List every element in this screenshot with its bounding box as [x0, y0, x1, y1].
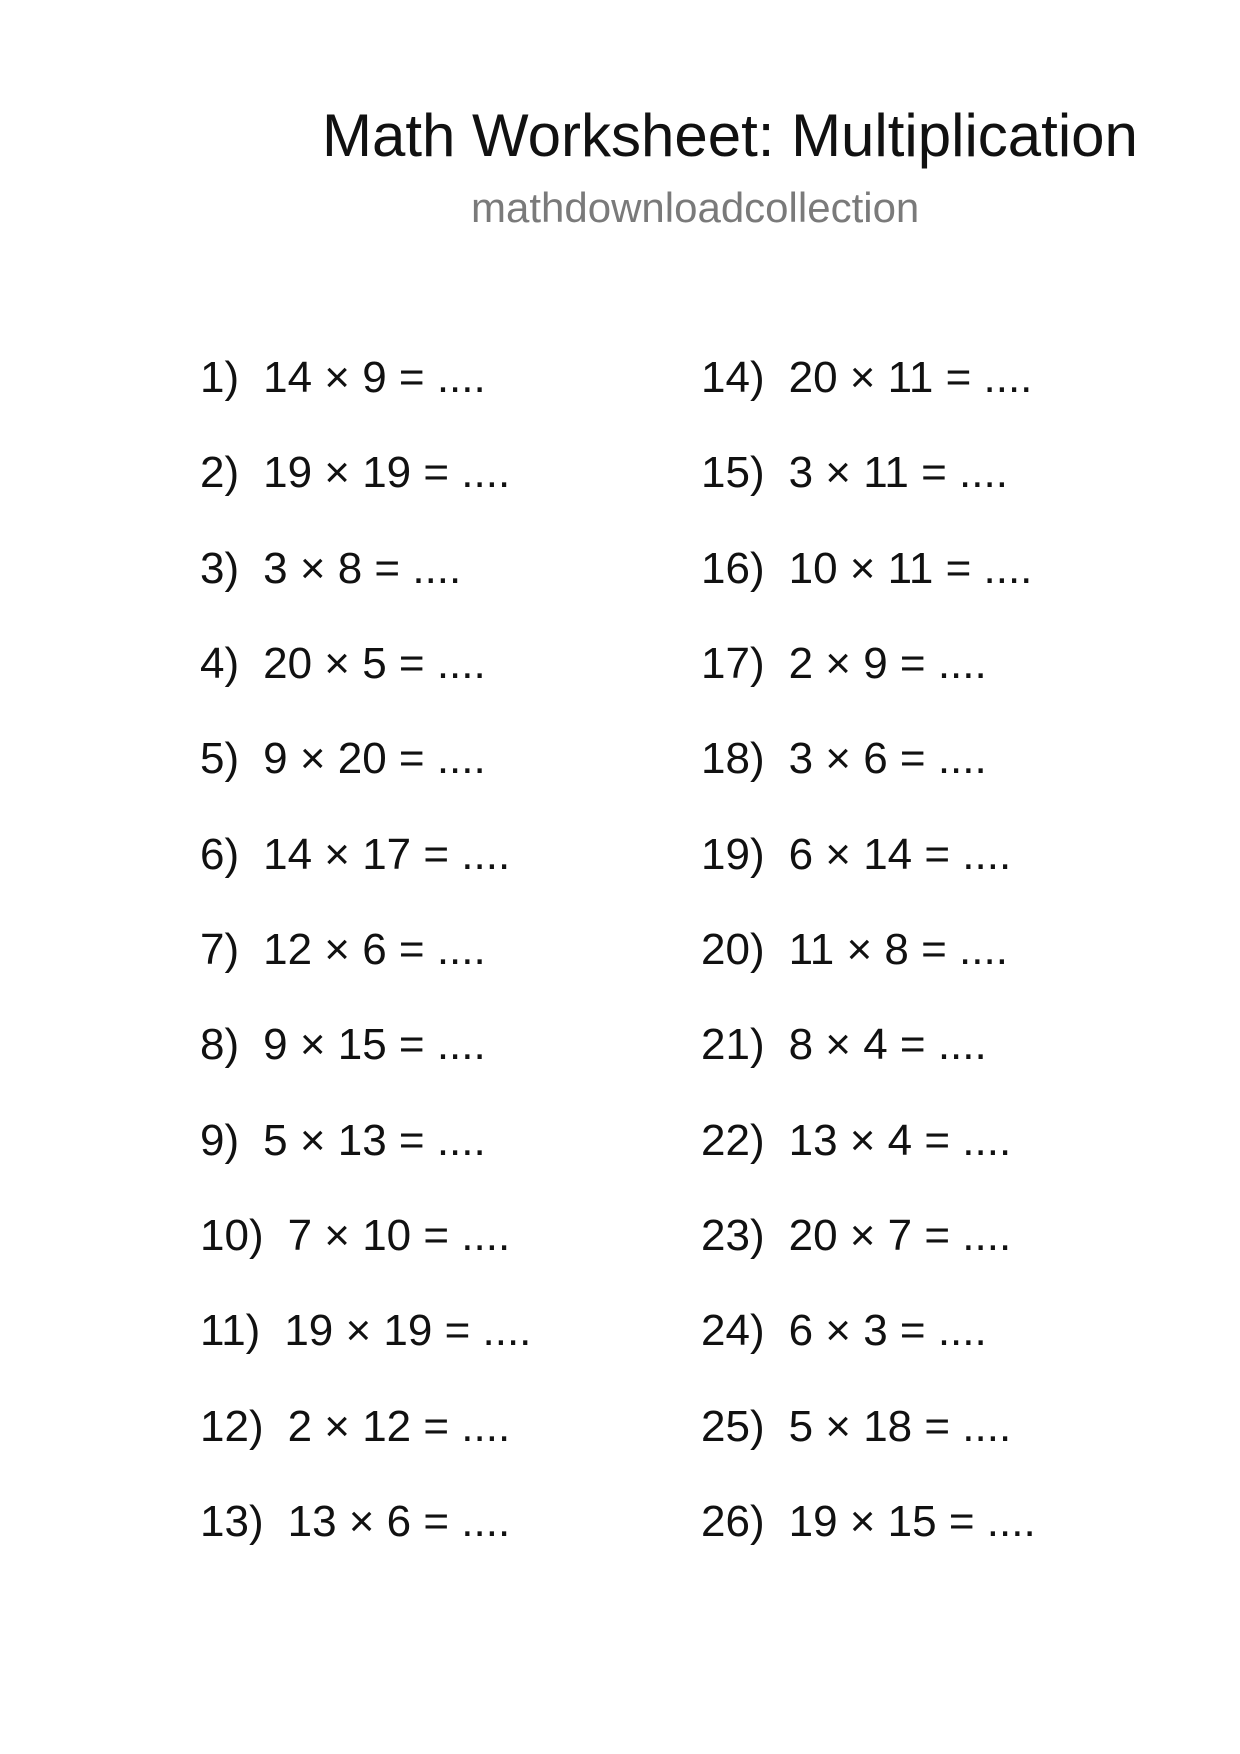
problem-item — [701, 447, 1036, 542]
problem-number: 1) — [200, 353, 240, 402]
problem-number: 24) — [701, 1306, 765, 1356]
problem-item — [701, 829, 1036, 924]
page-subtitle: mathdownloadcollection — [471, 184, 920, 231]
problem-number: 17) — [701, 638, 765, 688]
problem-expression: 8 × 4 = .... — [788, 1020, 987, 1070]
problem-item — [701, 1305, 1036, 1400]
problem-number: 12) — [200, 1401, 264, 1451]
problem-number: 11) — [200, 1306, 261, 1356]
problem-expression: 3 × 6 = .... — [788, 734, 987, 784]
problem-item — [200, 352, 531, 447]
problem-number: 2) — [200, 448, 240, 498]
problem-item — [701, 1115, 1036, 1210]
problem-number: 20) — [701, 924, 765, 974]
problem-expression: 10 × 11 = .... — [788, 543, 1033, 593]
problem-item — [200, 543, 531, 638]
problem-expression: 14 × 17 = .... — [263, 829, 511, 879]
problem-expression: 5 × 13 = .... — [263, 1115, 486, 1165]
problem-number: 5) — [200, 734, 240, 784]
problem-item — [200, 447, 531, 542]
problem-number: 10) — [200, 1210, 264, 1260]
problem-item — [701, 638, 1036, 733]
problem-number: 13) — [200, 1496, 264, 1546]
problem-item — [200, 1019, 531, 1114]
problem-item — [200, 1210, 531, 1305]
problem-number: 26) — [701, 1496, 765, 1546]
problem-expression: 13 × 4 = .... — [788, 1115, 1012, 1165]
problem-item — [701, 1496, 1036, 1591]
problem-item — [200, 638, 531, 733]
problem-item — [701, 1019, 1036, 1114]
problem-item — [200, 1401, 531, 1496]
problem-expression: 20 × 11 = .... — [788, 353, 1033, 402]
problem-expression: 6 × 3 = .... — [788, 1306, 987, 1356]
problem-item — [701, 1401, 1036, 1496]
problem-item — [701, 352, 1036, 447]
problem-number: 3) — [200, 543, 240, 593]
problem-expression: 3 × 11 = .... — [788, 448, 1008, 498]
problem-expression: 14 × 9 = .... — [263, 353, 486, 402]
problem-item — [200, 1496, 531, 1591]
problem-number: 16) — [701, 543, 765, 593]
problem-item — [200, 829, 531, 924]
problem-number: 7) — [200, 924, 240, 974]
problem-item — [701, 924, 1036, 1019]
problem-number: 6) — [200, 829, 240, 879]
problem-expression: 2 × 12 = .... — [287, 1401, 511, 1451]
problem-expression: 7 × 10 = .... — [287, 1210, 511, 1260]
problem-expression: 11 × 8 = .... — [788, 924, 1008, 974]
problem-number: 4) — [200, 638, 240, 688]
problem-number: 14) — [701, 353, 765, 402]
problem-item — [200, 924, 531, 1019]
problem-expression: 13 × 6 = .... — [287, 1496, 511, 1546]
problem-expression: 20 × 5 = .... — [263, 638, 486, 688]
problem-expression: 3 × 8 = .... — [263, 543, 462, 593]
problem-item — [701, 1210, 1036, 1305]
problem-expression: 2 × 9 = .... — [788, 638, 987, 688]
problem-number: 21) — [701, 1020, 765, 1070]
problem-number: 22) — [701, 1115, 765, 1165]
problem-item — [200, 1115, 531, 1210]
problem-expression: 9 × 15 = .... — [263, 1020, 486, 1070]
problem-expression: 12 × 6 = .... — [263, 924, 486, 974]
problem-number: 18) — [701, 734, 765, 784]
problem-number: 8) — [200, 1020, 240, 1070]
problem-item — [200, 733, 531, 828]
problem-number: 23) — [701, 1210, 765, 1260]
problem-expression: 19 × 19 = .... — [263, 448, 511, 498]
problem-expression: 19 × 19 = .... — [284, 1306, 532, 1356]
problem-column-right — [701, 352, 1036, 1591]
problem-expression: 6 × 14 = .... — [788, 829, 1012, 879]
problem-number: 19) — [701, 829, 765, 879]
problem-number: 15) — [701, 448, 765, 498]
page-title: Math Worksheet: Multiplication — [322, 102, 1138, 169]
problem-expression: 9 × 20 = .... — [263, 734, 486, 784]
problem-expression: 20 × 7 = .... — [788, 1210, 1012, 1260]
problem-item — [701, 733, 1036, 828]
problem-expression: 19 × 15 = .... — [788, 1496, 1036, 1546]
problem-item — [200, 1305, 531, 1400]
problem-number: 25) — [701, 1401, 765, 1451]
problem-number: 9) — [200, 1115, 240, 1165]
problem-column-left — [200, 352, 531, 1591]
problem-expression: 5 × 18 = .... — [788, 1401, 1012, 1451]
problem-item — [701, 543, 1036, 638]
